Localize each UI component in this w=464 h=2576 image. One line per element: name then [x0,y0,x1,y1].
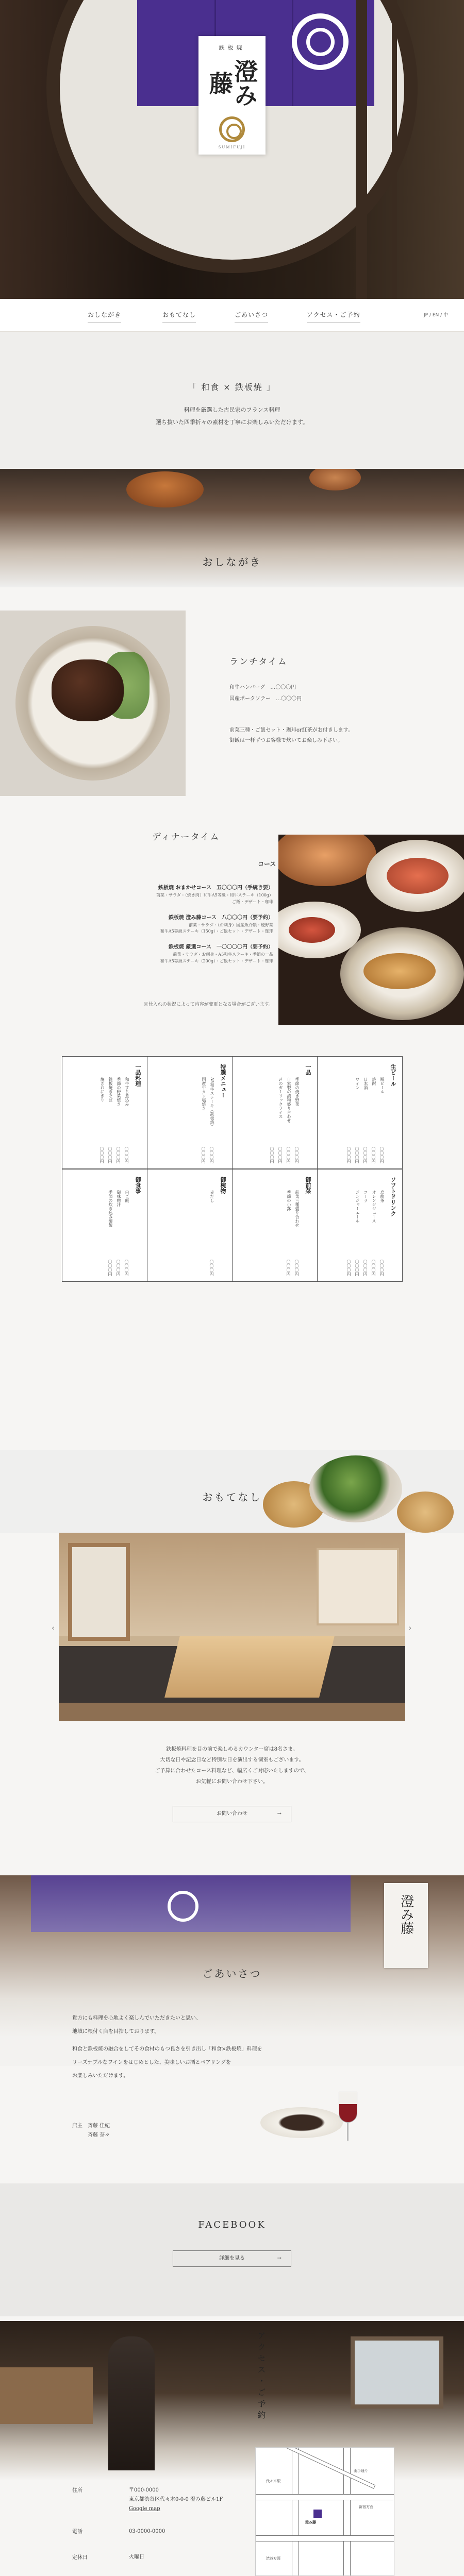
closed-day-label: 定休日 [72,2555,88,2561]
site-logo[interactable] [198,36,266,155]
menu-card: ソフトドリンク 烏龍茶 オレンジジュース コーラ ジンジャーエール 〇〇〇円 〇〇〇円 〇〇〇円 〇〇〇円 〇〇〇円 [317,1169,403,1282]
logo-subtitle: 鉄板焼 [219,44,245,51]
hospitality-title: おもてなし [202,1491,262,1503]
menu-card: 一品料理 和牛すじ煮込み 季節の野菜焼き 鉄板焼きそば 焼きおにぎり 〇〇〇円 〇〇〇円 〇〇〇円 〇〇〇円 [62,1056,147,1169]
intro-title: 「 和食 × 鉄板焼 」 [188,382,276,392]
language-switch[interactable]: JP / EN / 中 [424,313,449,318]
shop-marker-icon [313,2510,322,2518]
arrow-right-icon: → [277,2256,281,2261]
facebook-button[interactable] [173,2250,291,2267]
access-map[interactable]: 山手通り 代々木駅 新宿方面 澄み藤 渋谷方面 [255,2447,394,2576]
private-room-photo [59,1533,405,1721]
phone-value[interactable]: 03-0000-0000 [129,2529,165,2534]
course-item: 鉄板焼 厳選コース 一〇〇〇〇円（要予約） 前菜・サラダ・お刺身・A5和牛ステーキ・季節の一品 和牛A5等級ステーキ（200g）・ご飯セット・デザート・珈琲 [160,944,273,963]
slider-prev-icon[interactable]: ‹ [52,1623,55,1633]
menu-card: 御椀物 赤だし 〇〇〇円 [147,1169,233,1282]
address-label: 住所 [72,2488,82,2494]
menu-card: 生ビール 瓶ビール 焼酎 日本酒 ワイン 〇〇〇円 〇〇〇円 〇〇〇円 〇〇〇円 〇〇〇円 [317,1056,403,1169]
contact-button[interactable] [173,1806,291,1822]
noren-seam [292,0,293,106]
access-photo [0,2321,464,2481]
course-heading: コース [258,860,276,868]
lunch-item: 和牛ハンバーグ …〇〇〇円 [229,685,296,690]
lunch-item: 国産ポークソテー …〇〇〇円 [229,696,302,702]
arrow-right-icon: → [277,1811,281,1817]
contact-button-label: お問い合わせ [217,1811,247,1817]
dinner-photo [278,835,464,1025]
menu-banner [0,469,464,587]
menu-card: 特選メニュー A5和牛ステーキ（鉄板焼） 国産牛タン塩焼き 〇〇〇円 〇〇〇円 [147,1056,233,1169]
course-list [62,876,273,965]
family-crest-icon [292,13,349,70]
global-nav [0,299,464,332]
course-item: 鉄板焼 澄み藤コース 八〇〇〇円（要予約） 前菜・サラダ・（お刺身）国産魚介類・焼野菜 和牛A5等級ステーキ（150g）・ご飯セット・デザート・珈琲 [160,914,273,934]
nav-item-label: アクセス・ご予約 [307,311,360,318]
nav-item-label: おもてなし [162,311,196,318]
logo-title: 澄み藤 [206,59,259,107]
nav-item-access[interactable] [307,310,360,323]
lunch-title: ランチタイム [229,657,288,667]
menu-card: 一品 季節の焼き野菜 自家製の漬物盛り合わせ 〆のガーリックライス 〇〇〇円 〇〇〇円 〇〇〇円 〇〇〇円 [232,1056,318,1169]
facebook-title: FACEBOOK [198,2219,266,2230]
closed-day-value: 火曜日 [129,2554,144,2560]
nav-item-label: ごあいさつ [235,311,269,318]
owner-signature: 店主 斉藤 佳紀 斉藤 奈々 [72,2123,110,2138]
nav-item-label: おしながき [88,311,122,318]
dinner-note: ※仕入れの状況によって内容が変更となる場合がございます。 [143,1002,273,1007]
intro-section [0,332,464,471]
hospitality-text: 鉄板焼料理を目の前で楽しめるカウンター席は8名さま。 大切な日や記念日など特別な日を演出する個室もございます。 ご予算に合わせたコース料理など、幅広くご対応いたしますので、 お気軽にお問い合わせ下さい。 [155,1747,309,1785]
dinner-title: ディナータイム [152,832,220,842]
shop-sign: 澄み藤 [384,1883,428,1968]
logo-crest-icon [219,116,245,142]
greeting-text: 貴方にも料理を心地よく楽しんでいただきたいと思い、 地域に根付く店を目指しております。 和食と鉄板焼の融合をしてその食材のもつ良さを引き出し「和食×鉄板焼」料理を リーズナブルなワインをはじめとした、美味しいお酒とペアリングを お楽しみいただけます。 [72,2015,262,2079]
teppan-photo [0,469,464,587]
nav-item-menu[interactable] [88,310,121,323]
wood-pillar [356,0,367,299]
lunch-photo [0,611,186,796]
lunch-note: 前菜三種・ご飯セット・珈琲or紅茶がお付きします。 御飯は一杯ずつお客様で炊いてお楽しみ下さい。 [229,727,354,743]
google-map-link[interactable]: Google map [129,2506,160,2512]
intro-line: 選ち抜いた四季折々の素材を丁寧にお楽しみいただけます。 [155,419,309,426]
menu-card: 御前菜 前菜三種盛り合わせ 季節の小鉢 〇〇〇円 〇〇〇円 [232,1169,318,1282]
menu-card: 御食事 白ご飯 御味噌汁 季節の炊き込み御飯 〇〇〇円 〇〇〇円 〇〇〇円 [62,1169,147,1282]
intro-text [0,404,464,429]
intro-line: 料理を厳選した古民家のフランス料理 [184,406,280,413]
access-title: アクセス・ご予約 [256,2331,266,2422]
dish-and-wine-image [260,2097,353,2143]
family-crest-icon [168,1891,198,1922]
course-item: 鉄板焼 おまかせコース 五〇〇〇円（手続き要） 前菜・サラダ・（焼き肉）和牛A5等級・和牛ステーキ（100g） ご飯・デザート・珈琲 [156,885,273,904]
nav-item-hospitality[interactable] [162,310,196,323]
facebook-section [0,2183,464,2316]
greeting-title: ごあいさつ [202,1968,262,1980]
phone-label: 電話 [72,2529,82,2535]
logo-tagline: SUMIFUJI [218,145,246,149]
slider-next-icon[interactable]: › [408,1623,412,1633]
nav-item-greeting[interactable] [235,310,268,323]
facebook-button-label: 詳細を見る [219,2256,245,2261]
hamburg-steak-image [126,471,204,507]
address-value: 〒000-0000 東京都渋谷区代々木0-0-0 澄み藤ビル1F Google map [129,2486,223,2514]
menu-section-title: おしながき [202,556,262,568]
wood-pillar [392,0,397,299]
